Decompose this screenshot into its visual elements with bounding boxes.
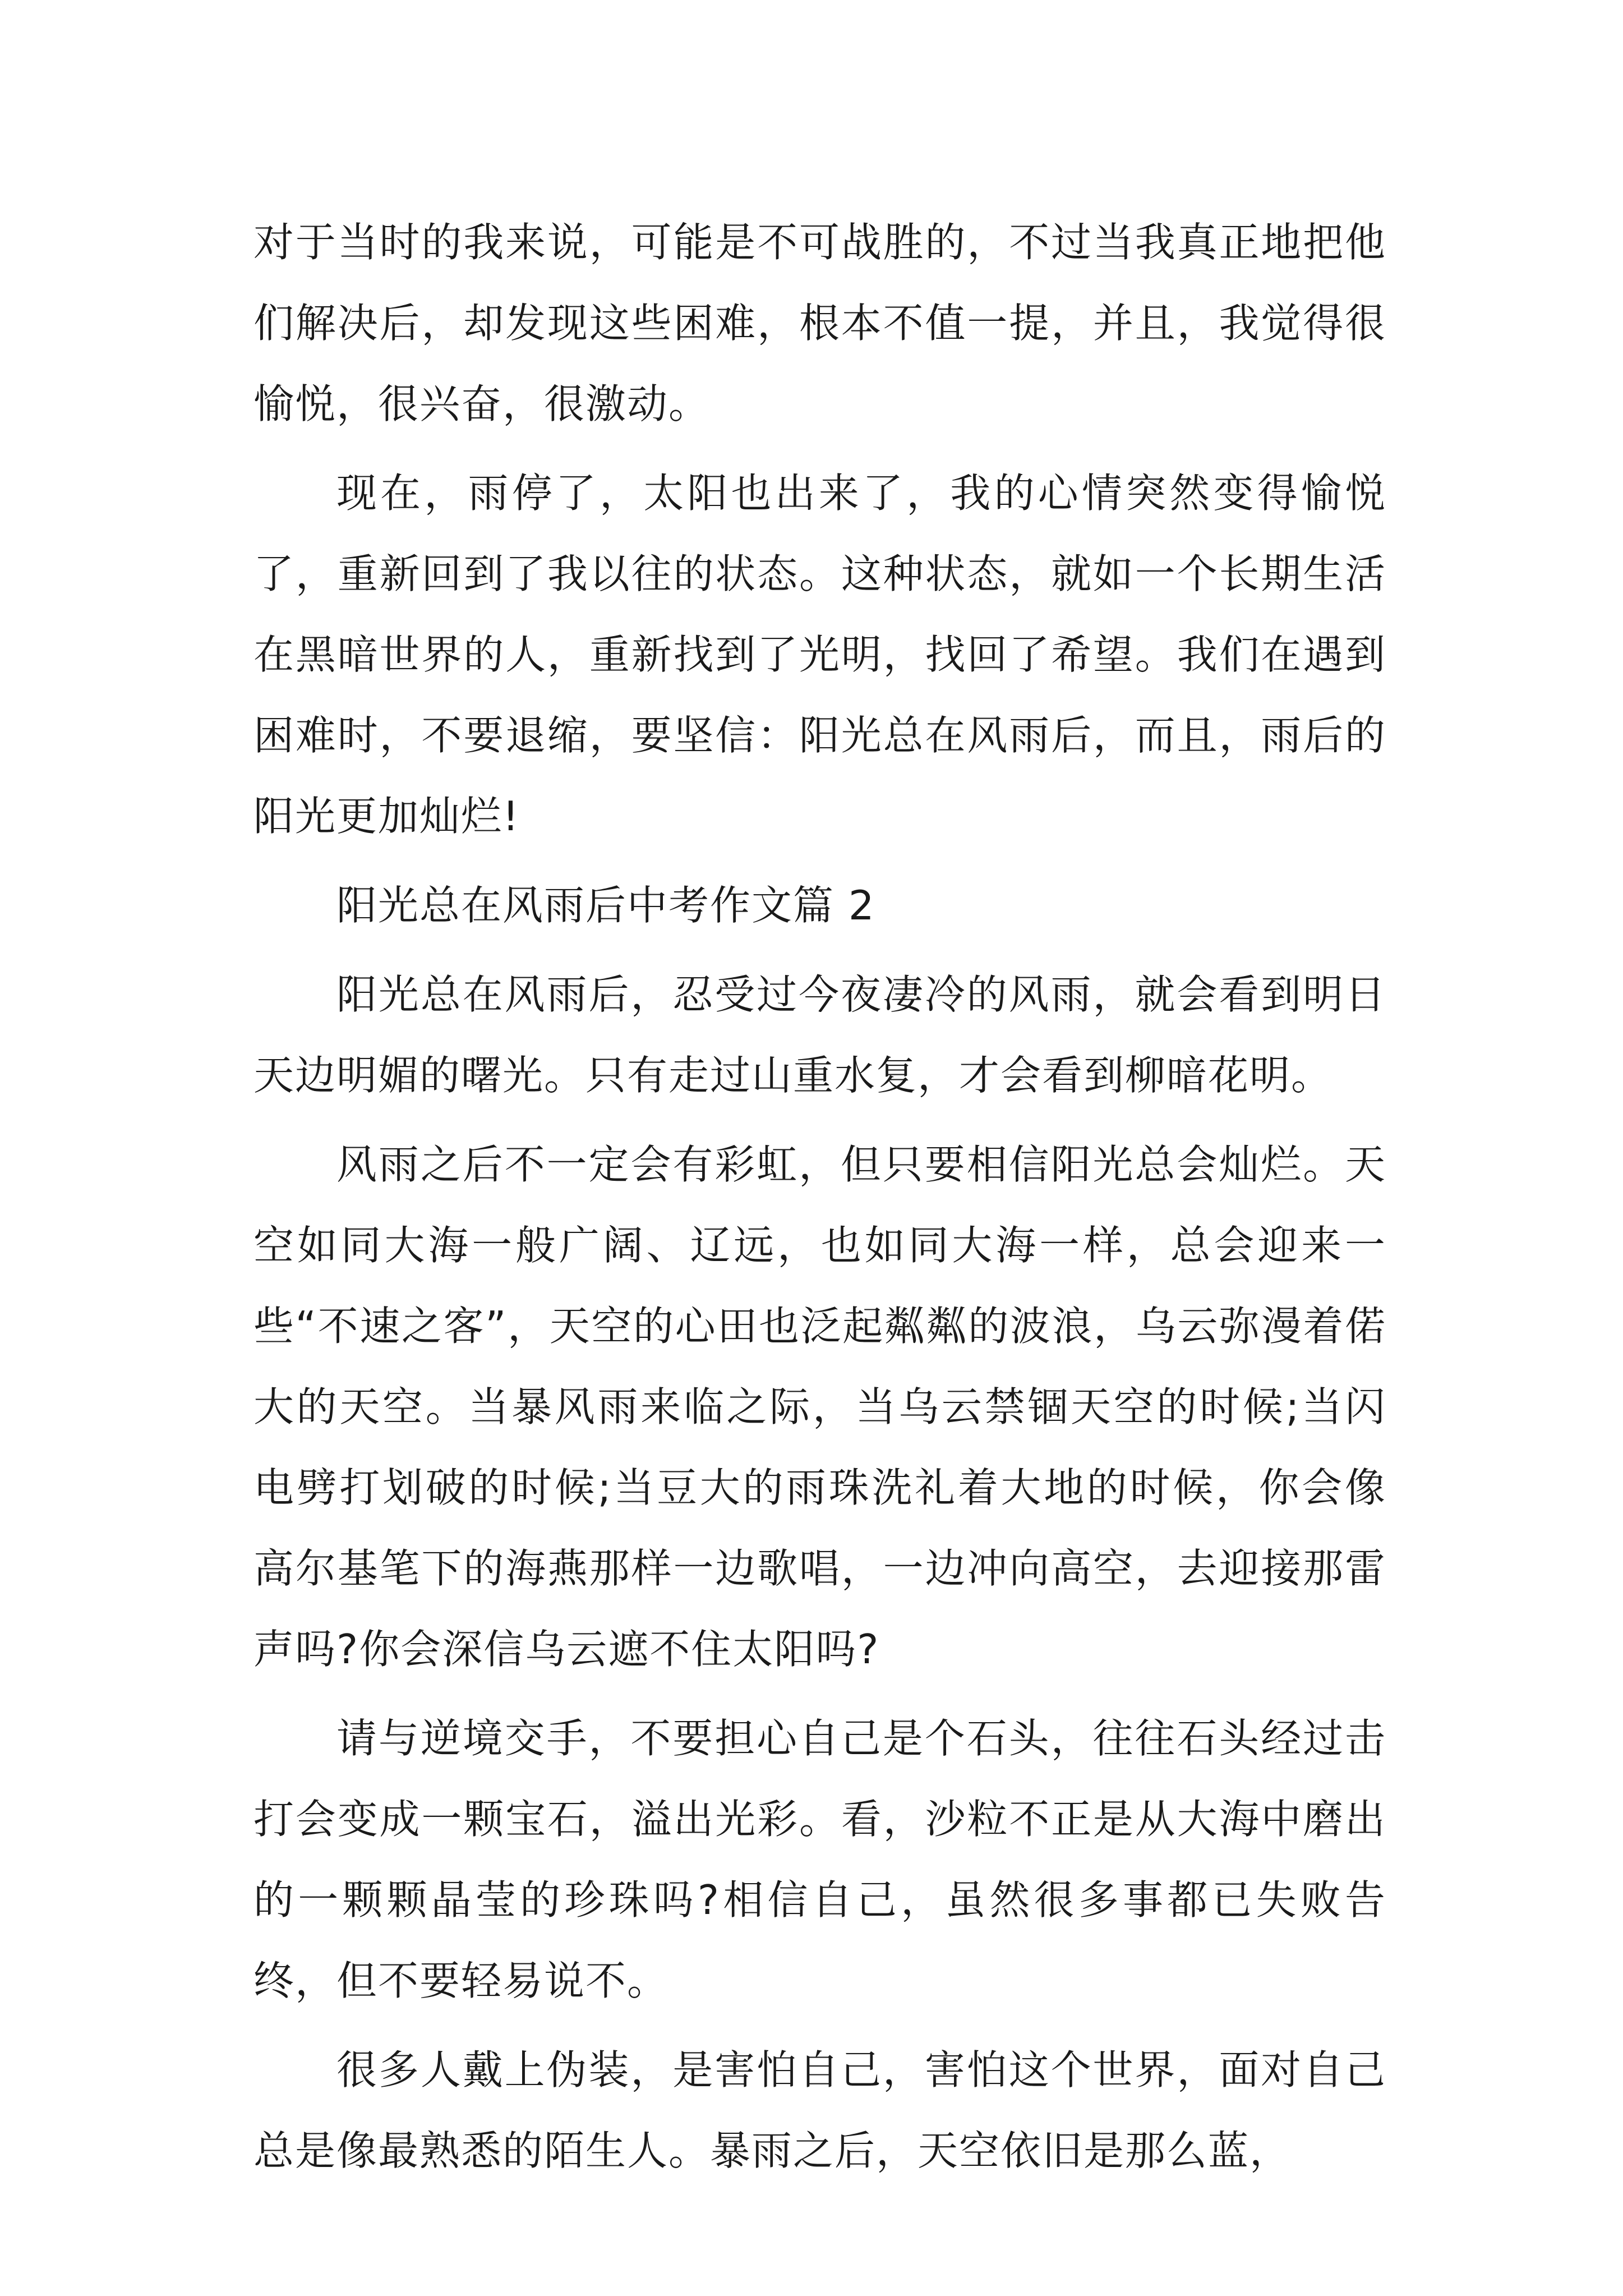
paragraph-sunshine-after-storm: 阳光总在风雨后，忍受过今夜凄冷的风雨，就会看到明日天边明媚的曙光。只有走过山重水复，才会看到柳暗花明。 xyxy=(253,971,1386,1099)
section-title: 阳光总在风雨后中考作文篇 2 xyxy=(336,882,875,929)
paragraph-rainbow: 风雨之后不一定会有彩虹，但只要相信阳光总会灿烂。天空如同大海一般广阔、辽远，也如同大海一样，总会迎来一些“不速之客”，天空的心田也泛起粼粼的波浪，乌云弥漫着偌大的天空。当暴风雨来临之际，当乌云禁锢天空的时候;当闪电劈打划破的时候;当豆大的雨珠洗礼着大地的时候，你会像高尔基笔下的海燕那样一边歌唱，一边冲向高空，去迎接那雷声吗?你会深信乌云遮不住太阳吗? xyxy=(253,1141,1386,1673)
document-body xyxy=(253,202,1386,2191)
paragraph-continuation: 对于当时的我来说，可能是不可战胜的，不过当我真正地把他们解决后，却发现这些困难，根本不值一提，并且，我觉得很愉悦，很兴奋，很激动。 xyxy=(253,219,1386,427)
paragraph-rain-stopped: 现在，雨停了，太阳也出来了，我的心情突然变得愉悦了，重新回到了我以往的状态。这种状态，就如一个长期生活在黑暗世界的人，重新找到了光明，找回了希望。我们在遇到困难时，不要退缩，要坚信：阳光总在风雨后，而且，雨后的阳光更加灿烂! xyxy=(253,470,1386,840)
paragraph-disguise: 很多人戴上伪装，是害怕自己，害怕这个世界，面对自己总是像最熟悉的陌生人。暴雨之后，天空依旧是那么蓝， xyxy=(253,2046,1386,2174)
paragraph-adversity: 请与逆境交手，不要担心自己是个石头，往往石头经过击打会变成一颗宝石，溢出光彩。看，沙粒不正是从大海中磨出的一颗颗晶莹的珍珠吗?相信自己，虽然很多事都已失败告终，但不要轻易说不。 xyxy=(253,1715,1386,2004)
